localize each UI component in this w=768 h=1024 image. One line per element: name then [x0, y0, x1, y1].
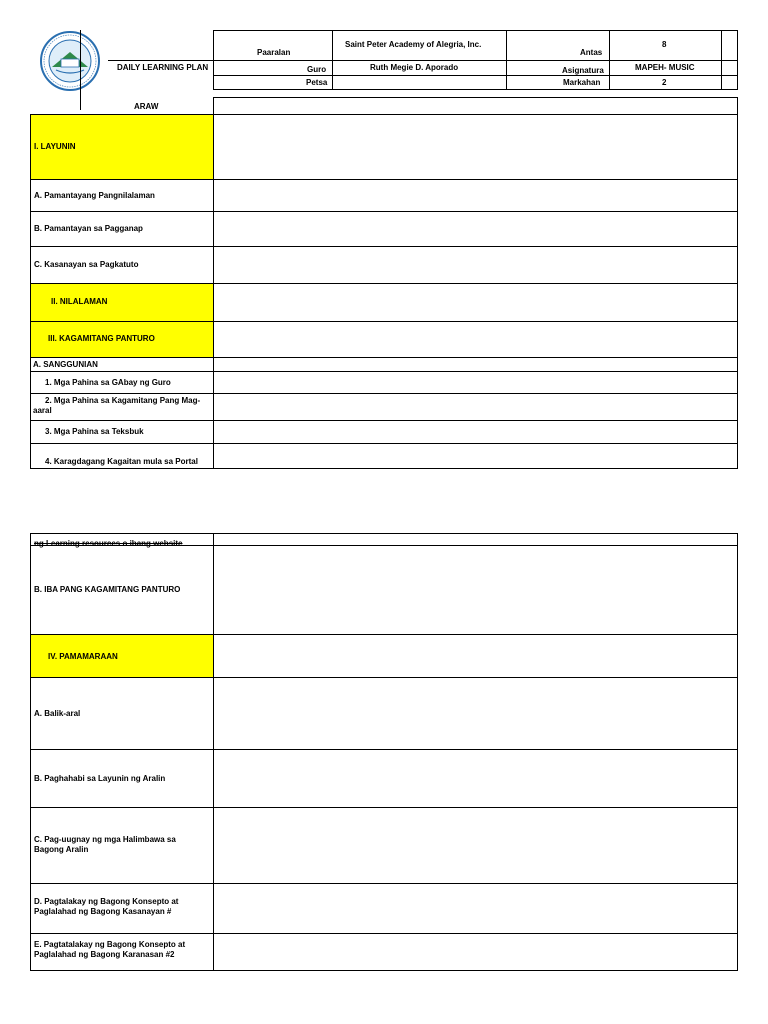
row-kagamitang-panturo: III. KAGAMITANG PANTURO: [48, 334, 155, 343]
row-kasanayan-sa-pagkatuto: C. Kasanayan sa Pagkatuto: [34, 260, 139, 269]
guro-value: Ruth Megie D. Aporado: [370, 63, 459, 72]
markahan-value: 2: [662, 78, 667, 87]
row-pamantayang-pangnilalaman: A. Pamantayang Pangnilalaman: [34, 191, 155, 200]
row-pagtalakay-bagong-konsepto: D. Pagtalakay ng Bagong Konsepto at Paglalahad ng Bagong Kasanayan #: [34, 897, 179, 916]
school-logo: [30, 30, 110, 92]
row-sanggunian: A. SANGGUNIAN: [33, 360, 98, 369]
markahan-label: Markahan: [563, 78, 601, 87]
paaralan-value: Saint Peter Academy of Alegria, Inc.: [345, 40, 482, 49]
petsa-label: Petsa: [306, 78, 328, 87]
araw-label: ARAW: [134, 102, 159, 111]
row-balik-aral: A. Balik-aral: [34, 709, 81, 718]
row-pahina-teksbuk: 3. Mga Pahina sa Teksbuk: [45, 427, 144, 436]
row-iba-pang-kagamitang-panturo: B. IBA PANG KAGAMITANG PANTURO: [34, 585, 181, 594]
row-paghahabi-layunin: B. Paghahabi sa Layunin ng Aralin: [34, 774, 166, 783]
row-pamamaraan: IV. PAMAMARAAN: [48, 652, 118, 661]
row-learning-resources: ng Learning resources o ibang website: [34, 539, 183, 548]
row-nilalaman: II. NILALAMAN: [51, 297, 108, 306]
antas-label: Antas: [580, 48, 603, 57]
paaralan-label: Paaralan: [257, 48, 291, 57]
plan-title: DAILY LEARNING PLAN: [117, 63, 209, 72]
asignatura-value: MAPEH- MUSIC: [635, 63, 695, 72]
row-pagtatalakay-bagong-konsepto-2: E. Pagtatalakay ng Bagong Konsepto at Paglalahad ng Bagong Karanasan #2: [34, 940, 186, 959]
row-pahina-gabay-guro: 1. Mga Pahina sa GAbay ng Guro: [45, 378, 171, 387]
row-pag-uugnay-halimbawa: C. Pag-uugnay ng mga Halimbawa sa Bagong Aralin: [34, 835, 176, 854]
row-pamantayan-sa-pagganap: B. Pamantayan sa Pagganap: [34, 224, 143, 233]
row-pahina-kagamitang-mag-aaral: 2. Mga Pahina sa Kagamitang Pang Mag-aaral: [33, 396, 201, 415]
guro-label: Guro: [307, 65, 327, 74]
asignatura-label: Asignatura: [562, 66, 604, 75]
row-karagdagang-kagamitan: 4. Karagdagang Kagaitan mula sa Portal: [45, 457, 198, 466]
row-layunin: I. LAYUNIN: [34, 142, 76, 151]
antas-value: 8: [662, 40, 667, 49]
